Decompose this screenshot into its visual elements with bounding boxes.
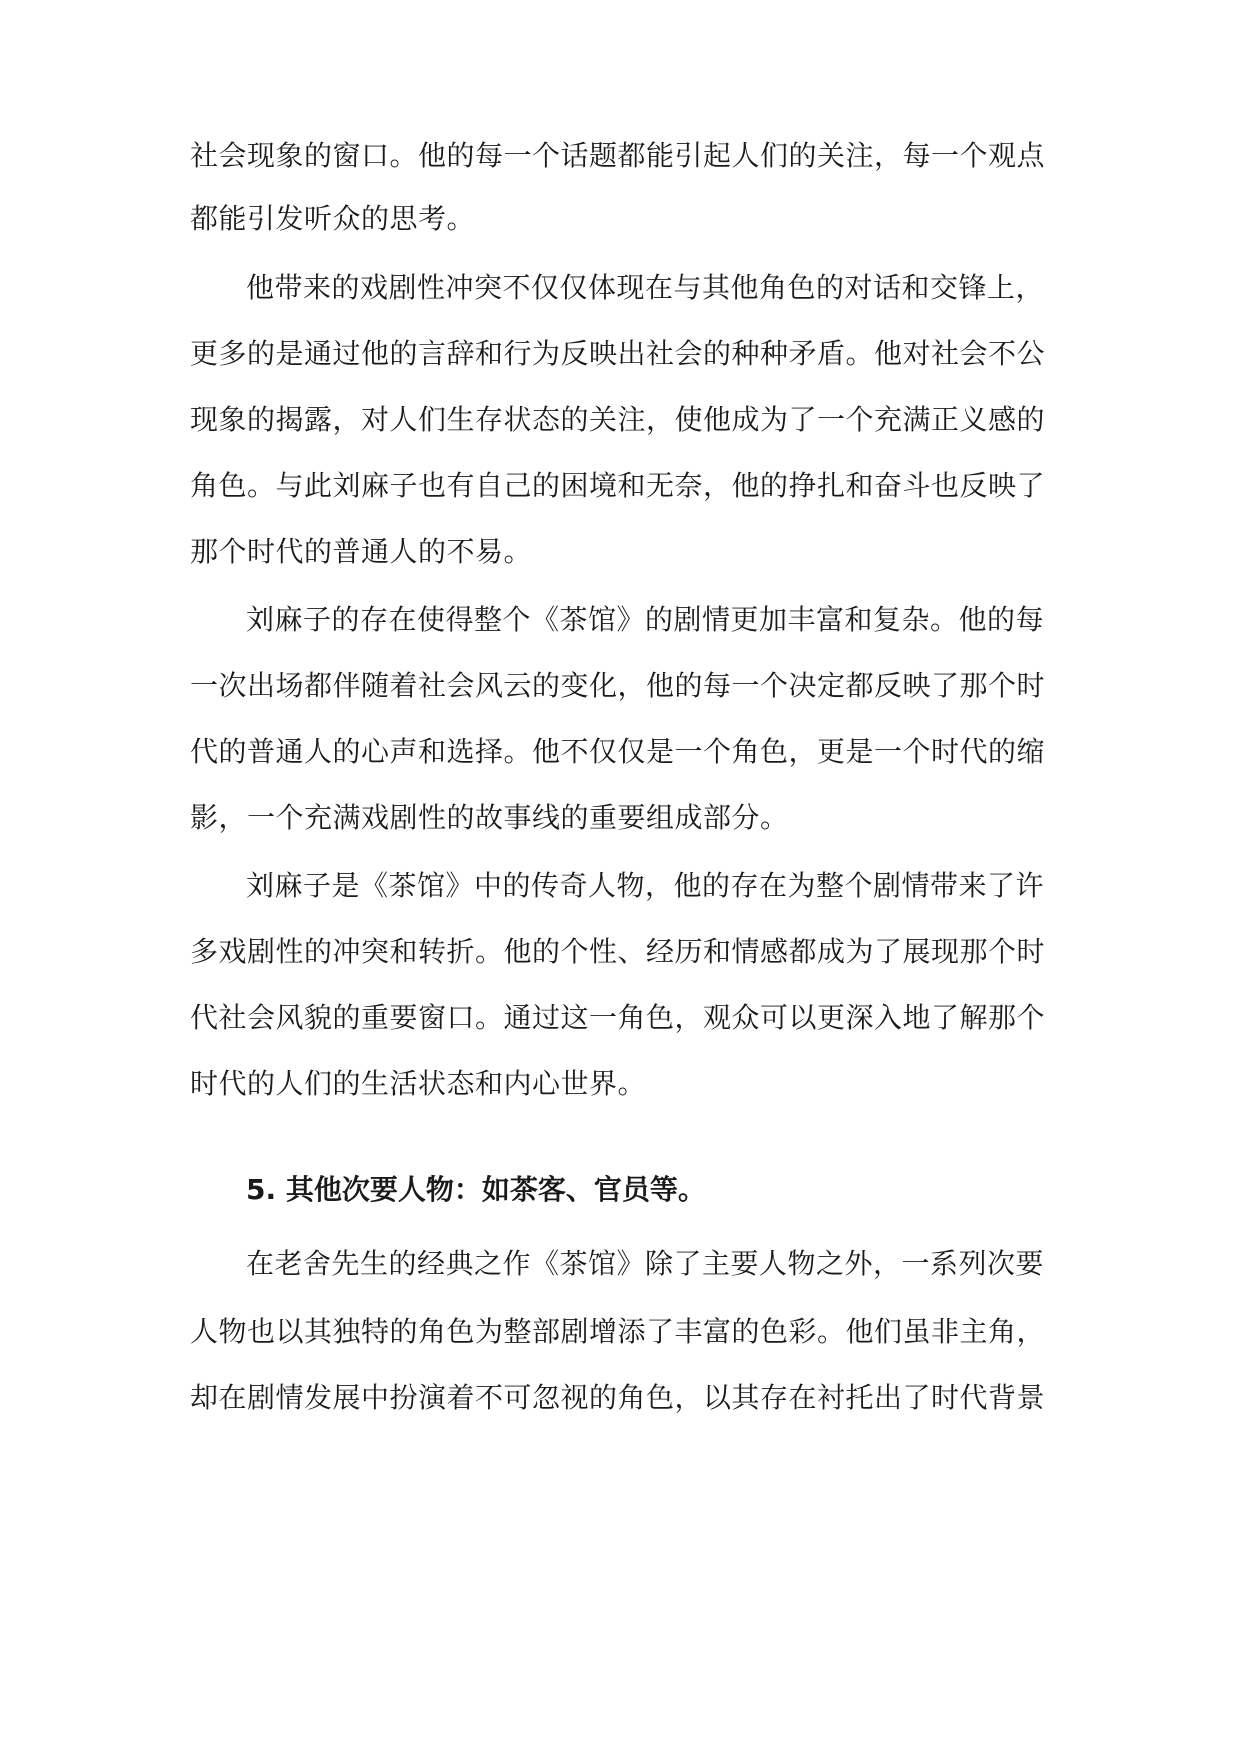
paragraph-line: 刘麻子是《茶馆》中的传奇人物，他的存在为整个剧情带来了许 xyxy=(246,869,1045,902)
section-heading: 5. 其他次要人物：如茶客、官员等。 xyxy=(246,1173,706,1206)
paragraph-line: 都能引发听众的思考。 xyxy=(190,202,476,235)
paragraph-line: 时代的人们的生活状态和内心世界。 xyxy=(190,1067,647,1100)
paragraph-line: 影，一个充满戏剧性的故事线的重要组成部分。 xyxy=(190,801,789,834)
paragraph-line: 社会现象的窗口。他的每一个话题都能引起人们的关注，每一个观点 xyxy=(190,139,1046,172)
paragraph-line: 现象的揭露，对人们生存状态的关注，使他成为了一个充满正义感的 xyxy=(190,403,1046,436)
paragraph-line: 角色。与此刘麻子也有自己的困境和无奈，他的挣扎和奋斗也反映了 xyxy=(190,469,1046,502)
paragraph-line: 他带来的戏剧性冲突不仅仅体现在与其他角色的对话和交锋上， xyxy=(246,271,1045,304)
paragraph-line: 却在剧情发展中扮演着不可忽视的角色，以其存在衬托出了时代背景 xyxy=(190,1381,1046,1414)
paragraph-line: 在老舍先生的经典之作《茶馆》除了主要人物之外，一系列次要 xyxy=(246,1247,1045,1280)
paragraph-line: 人物也以其独特的角色为整部剧增添了丰富的色彩。他们虽非主角， xyxy=(190,1315,1046,1348)
paragraph-line: 代社会风貌的重要窗口。通过这一角色，观众可以更深入地了解那个 xyxy=(190,1001,1046,1034)
paragraph-line: 一次出场都伴随着社会风云的变化，他的每一个决定都反映了那个时 xyxy=(190,669,1046,702)
paragraph-line: 刘麻子的存在使得整个《茶馆》的剧情更加丰富和复杂。他的每 xyxy=(246,603,1045,636)
paragraph-line: 代的普通人的心声和选择。他不仅仅是一个角色，更是一个时代的缩 xyxy=(190,735,1046,768)
paragraph-line: 更多的是通过他的言辞和行为反映出社会的种种矛盾。他对社会不公 xyxy=(190,337,1046,370)
paragraph-line: 那个时代的普通人的不易。 xyxy=(190,535,533,568)
paragraph-line: 多戏剧性的冲突和转折。他的个性、经历和情感都成为了展现那个时 xyxy=(190,935,1046,968)
